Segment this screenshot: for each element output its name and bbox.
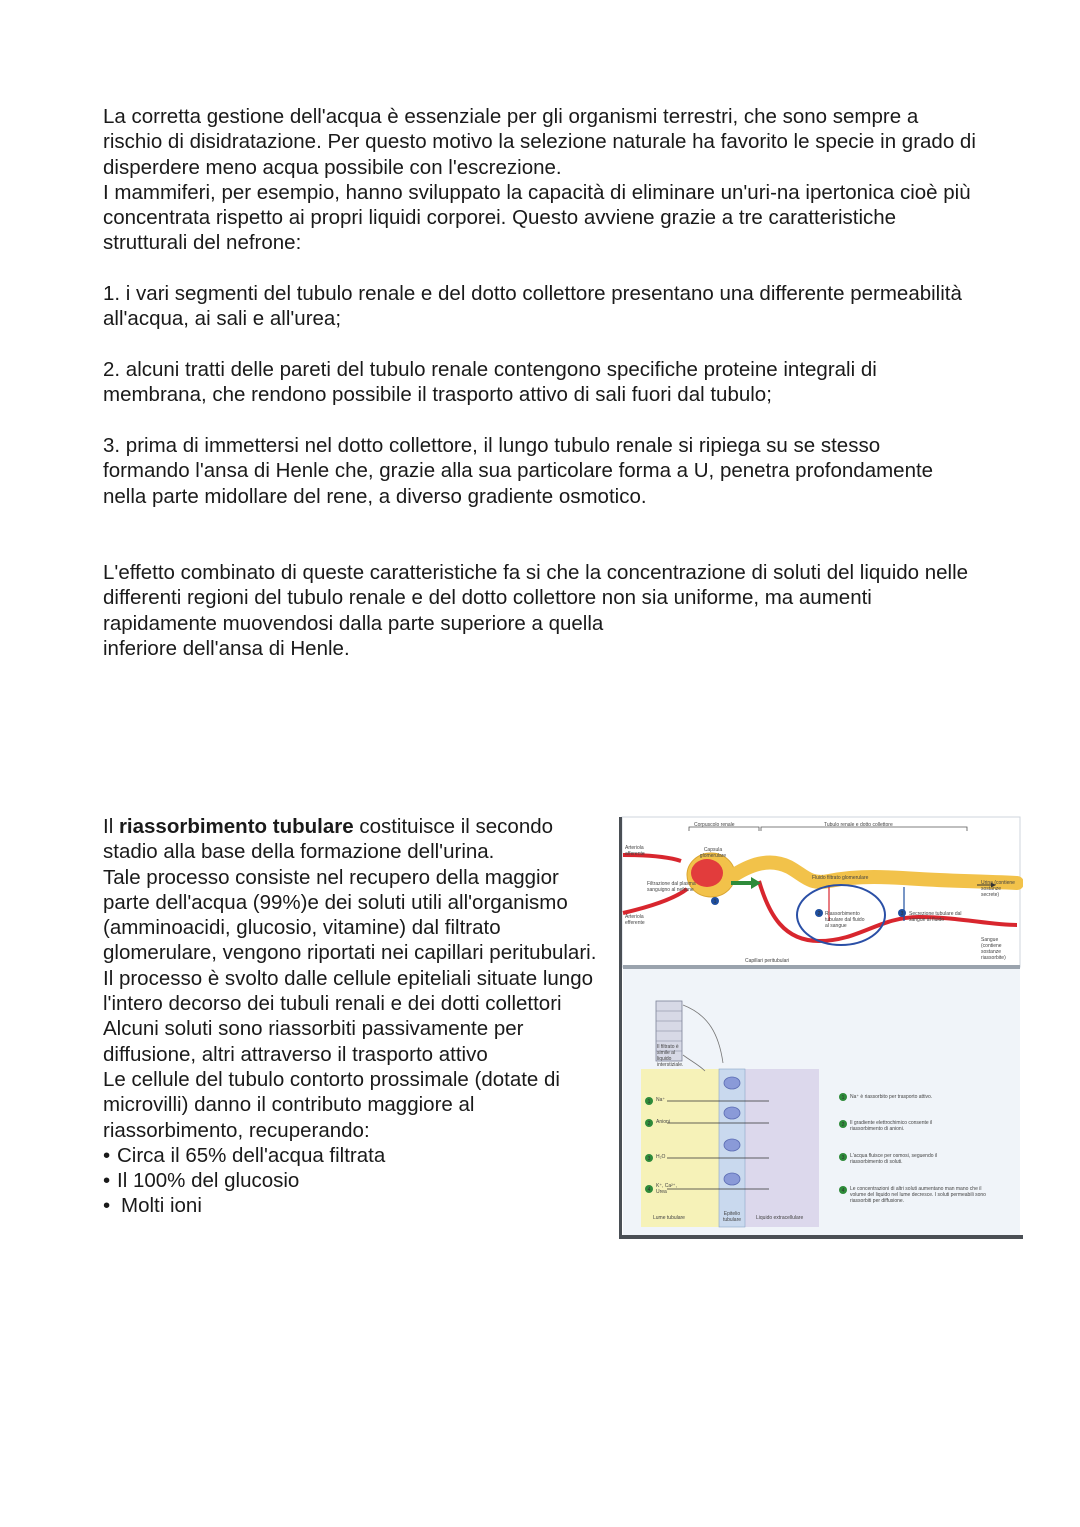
epithelial-cell [724,1139,740,1151]
intro-paragraph-1: La corretta gestione dell'acqua è essenziale per gli organismi terrestri, che sono sempre a rischio di disidratazione. Per questo motivo la selezione naturale ha favorito le specie in grado di disperdere meno acqua possibile con l'escrezione. [103,105,976,179]
figure-label-water: H₂O [656,1154,666,1160]
bullet-dot: • [103,1194,111,1218]
figure-label-efferent: Arteriola efferente [625,914,645,926]
epithelial-cell [724,1173,740,1185]
figure-label-capsule: Capsula glomerulare [699,847,727,859]
bullet-text: Il 100% del glucosio [117,1169,300,1193]
figure-note-1: Na⁺ è riassorbito per trasporto attivo. [850,1094,933,1100]
figure-label-urine: Urina (contiene sostanze secrete) [981,880,1015,898]
list-item-1 [103,281,963,332]
reabsorption-badge-1-text: 1 [647,1099,651,1105]
effect-section [103,560,983,661]
note-badge-3-text: 3 [841,1155,845,1161]
list-item-3 [103,433,963,509]
step-badge-3-text: 3 [900,911,904,917]
figure-note-4: Le concentrazioni di altri soluti aumentano man mano che il volume del liquido nel lume decresce. I soluti permeabili sono riassorbiti per diffusione. [850,1186,986,1204]
reabsorption-paragraph-4: Alcuni soluti sono riassorbiti passivamente per diffusione, altri attraverso il trasporto attivo [103,1017,524,1066]
reabsorption-term: riassorbimento tubulare [118,815,354,838]
reabsorption-badge-4-text: 4 [647,1187,651,1193]
note-badge-1-text: 1 [841,1095,845,1101]
bullet-item [103,1143,608,1168]
effect-line-2: inferiore dell'ansa di Henle. [103,636,350,660]
figure-label-filtration: Filtrazione dal plasma sanguigno al nefrone [647,881,696,893]
reabsorption-post: costituisce il secondo stadio alla base della formazione dell'urina. [103,815,554,864]
bullet-dot: • [103,1143,111,1167]
bullet-item [103,1193,608,1218]
reabsorption-paragraph-2: Tale processo consiste nel recupero della maggior parte dell'acqua (99%)e dei soluti utili all'organismo (amminoacidi, glucosio, vitamine) dal filtrato glomerulare, vengono riportati nei capillari peritubulari. [103,865,597,965]
step-badge-1-text: 1 [713,899,717,905]
figure-label-afferent: Arteriola afferente [625,845,645,857]
figure-label-blood: Sangue (contiene sostanze riassorbite) [981,937,1006,961]
figure-label-tubule: Tubulo renale e dotto collettore [824,822,893,828]
nephron-figure [619,815,1023,1241]
panel-divider [623,965,1020,969]
figure-label-anions: Anioni [656,1119,670,1125]
lumen-area [641,1069,725,1227]
intro-section [103,104,983,256]
figure-note-3: L'acqua fluisce per osmosi, seguendo il riassorbimento di soluti. [850,1153,938,1165]
list-item-text: 1. i vari segmenti del tubulo renale e del dotto collettore presentano una differente permeabilità all'acqua, ai sali e all'urea; [103,282,962,331]
note-badge-2-text: 2 [841,1122,845,1128]
bullet-item [103,1168,608,1193]
reabsorption-intro [103,814,608,865]
figure-label-extracellular: Liquido extracellulare [756,1215,804,1221]
reabsorption-paragraph-5: Le cellule del tubulo contorto prossimale (dotate di microvilli) danno il contributo maggiore al riassorbimento, recuperando: [103,1067,560,1142]
bullet-text: Molti ioni [121,1194,202,1218]
epithelial-cell [724,1077,740,1089]
figure-note-2: Il gradiente elettrochimico consente il riassorbimento di anioni. [850,1120,933,1132]
figure-label-fluid: Fluido filtrato glomerulare [812,875,869,881]
reabsorption-pre: Il [103,815,119,838]
bullet-text: Circa il 65% dell'acqua filtrata [117,1143,386,1167]
figure-label-lumen: Lume tubulare [653,1215,685,1221]
figure-label-capillaries: Capillari peritubulari [745,958,790,964]
effect-line-1: L'effetto combinato di queste caratteristiche fa si che la concentrazione di soluti del liquido nelle differenti regioni del tubulo renale e del dotto collettore non sia uniforme, ma aumenti rapidamente muovendosi dalla parte superiore a quella [103,561,969,635]
list-item-text: 2. alcuni tratti delle pareti del tubulo renale contengono specifiche proteine integrali di membrana, che rendono possibile il trasporto attivo di sali fuori dal tubulo; [103,358,877,407]
figure-label-secretion: Secrezione tubulare dal sangue al fluido [909,911,962,923]
figure-left-rule [619,817,622,1239]
step-badge-2-text: 2 [817,911,821,917]
figure-label-reabsorption: Riassorbimento tubulare dal fluido al sangue [825,911,865,929]
reabsorption-paragraph-3: Il processo è svolto dalle cellule epiteliali situate lungo l'intero decorso dei tubuli renali e dei dotti collettori [103,966,594,1016]
reabsorption-section [103,814,608,1219]
figure-label-epithelium: Epitelio tubulare [722,1211,742,1223]
figure-label-na: Na⁺ [656,1097,666,1103]
figure-label-corpuscle: Corpuscolo renale [694,822,735,828]
bullet-dot: • [103,1169,111,1193]
intro-paragraph-2: I mammiferi, per esempio, hanno sviluppato la capacità di eliminare un'uri-na ipertonica cioè più concentrata rispetto ai propri liquidi corporei. Questo avviene grazie a tre caratteristiche strutturali del nefrone: [103,180,971,255]
note-badge-4-text: 4 [841,1188,845,1194]
figure-label-filtrate-note: Il filtrato è simile al liquido interstiziale. [657,1044,684,1068]
figure-label-potassium-calcium: K⁺, Ca²⁺, Urea [656,1183,677,1195]
list-item-2 [103,357,963,408]
reabsorption-badge-3-text: 3 [647,1156,651,1162]
epithelial-cell [724,1107,740,1119]
figure-bottom-rule [619,1235,1023,1239]
reabsorption-badge-2-text: 2 [647,1121,651,1127]
list-item-text: 3. prima di immettersi nel dotto collettore, il lungo tubulo renale si ripiega su se stesso formando l'ansa di Henle che, grazie alla sua particolare forma a U, penetra profondamente nella parte midollare del rene, a diverso gradiente osmotico. [103,434,934,508]
